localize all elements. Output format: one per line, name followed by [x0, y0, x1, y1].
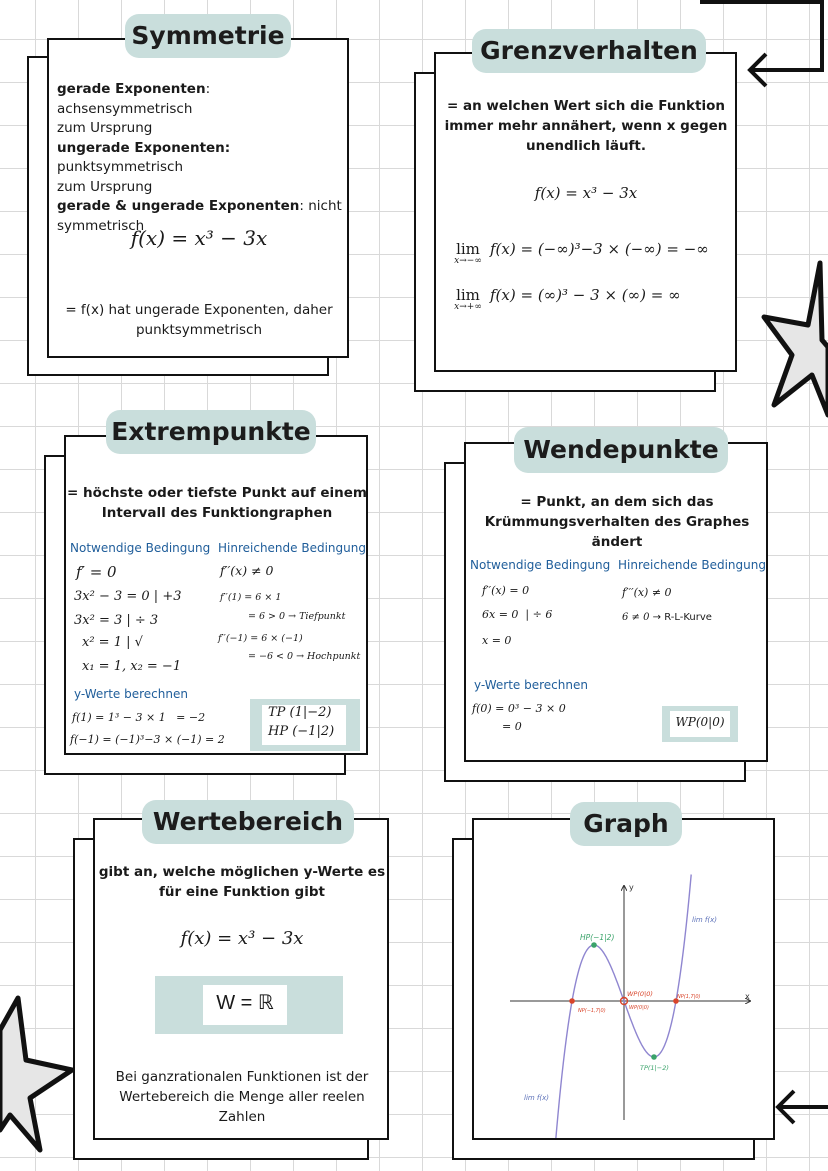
grenz-desc-3: unendlich läuft. — [525, 138, 647, 154]
extrem-h3: = 6 > 0 — [248, 611, 286, 622]
graph-np-left-label: NP(−1,7|0) — [578, 1008, 606, 1014]
grenz-lim2-expr: f(x) = (∞)³ − 3 × (∞) = ∞ — [490, 286, 681, 304]
sym-formula: f(x) = x³ − 3x — [130, 226, 268, 250]
extrem-h4: f′′(−1) = 6 × (−1) — [218, 633, 303, 644]
wende-y1: f(0) = 0³ − 3 × 0 — [472, 702, 566, 715]
grenz-lim1-expr: f(x) = (−∞)³−3 × (−∞) = −∞ — [490, 240, 709, 258]
graph-x-label: x — [745, 992, 750, 1001]
graph-card — [472, 818, 775, 1140]
wende-hinreichend: Hinreichende Bedingung — [618, 558, 766, 572]
grenz-card — [434, 52, 737, 372]
extrem-n5: x₁ = 1, x₂ = −1 — [82, 659, 182, 674]
extrem-tp: TP (1|−2) — [268, 705, 332, 720]
sym-line3-rest: punktsymmetrisch — [57, 159, 184, 175]
extrem-h5: = −6 < 0 — [248, 651, 294, 662]
wende-h1: f′′′(x) ≠ 0 — [622, 586, 672, 599]
werte-formula: f(x) = x³ − 3x — [180, 928, 304, 949]
extrem-desc-2: Intervall des Funktiongraphen — [101, 505, 333, 521]
star-icon-left — [0, 990, 80, 1160]
werte-text-3: Zahlen — [218, 1109, 266, 1125]
symmetrie-title: Symmetrie — [125, 14, 291, 58]
sym-line5-rest: : nicht — [299, 198, 342, 214]
graph-lim-left: lim f(x) — [524, 1094, 550, 1102]
extrem-n4: x² = 1 | √ — [82, 635, 143, 650]
extrem-hp: HP (−1|2) — [268, 724, 335, 739]
graph-point-hp — [591, 942, 597, 948]
grenz-title: Grenzverhalten — [472, 29, 706, 73]
extrem-h5-note: → Hochpunkt — [296, 651, 361, 662]
werte-card — [93, 818, 389, 1140]
extrem-ywerte: y-Werte berechnen — [74, 687, 188, 701]
graph-y-label: y — [629, 883, 634, 892]
sym-line5-bold: gerade & ungerade Exponenten — [57, 198, 300, 214]
wende-n1: f′′(x) = 0 — [482, 584, 530, 597]
graph-np-right-label: NP(1,7|0) — [677, 994, 701, 1000]
extrem-notwendig: Notwendige Bedingung — [70, 541, 211, 555]
graph-wp-label: WP(0|0) — [627, 990, 653, 998]
grenz-lim2-word: lim — [456, 286, 480, 304]
graph-curve — [555, 875, 691, 1139]
wende-title: Wendepunkte — [514, 427, 728, 473]
sym-line2: zum Ursprung — [57, 120, 153, 136]
sym-line4: zum Ursprung — [57, 178, 153, 195]
extrem-y2: f(−1) = (−1)³−3 × (−1) = 2 — [70, 733, 225, 746]
wende-notwendig: Notwendige Bedingung — [470, 558, 611, 572]
wende-h2: 6 ≠ 0 — [622, 612, 650, 623]
extrem-desc-1: = höchste oder tiefste Punkt auf einem — [67, 485, 367, 501]
graph-point-np-left — [569, 998, 575, 1004]
werte-title: Wertebereich — [142, 800, 354, 844]
wende-desc-2: Krümmungsverhalten des Graphes ändert — [484, 514, 750, 550]
werte-text-2: Wertebereich die Menge aller reelen — [119, 1089, 365, 1105]
arrow-decoration-bottom — [770, 1085, 828, 1130]
extrem-title: Extrempunkte — [106, 410, 316, 454]
werte-desc-1: gibt an, welche möglichen y-Werte es — [98, 864, 386, 880]
extrem-hinreichend: Hinreichende Bedingung — [218, 541, 366, 555]
sym-line1-bold: gerade Exponenten — [57, 81, 206, 97]
sym-conclusion-2: punktsymmetrisch — [135, 322, 263, 338]
wende-n3: x = 0 — [482, 634, 512, 647]
wende-desc-1: = Punkt, an dem sich das — [520, 494, 714, 510]
extrem-h3-note: → Tiefpunkt — [288, 611, 346, 622]
extrem-n2: 3x² − 3 = 0 | +3 — [74, 589, 182, 604]
extrem-h1: f′′(x) ≠ 0 — [220, 563, 274, 578]
extrem-n3: 3x² = 3 | ÷ 3 — [74, 613, 159, 628]
wende-h2-note: → R-L-Kurve — [652, 612, 712, 623]
wende-ywerte: y-Werte berechnen — [474, 678, 588, 692]
wende-n2: 6x = 0 | ÷ 6 — [482, 608, 553, 621]
extrem-y1: f(1) = 1³ − 3 × 1 = −2 — [72, 711, 206, 724]
grenz-desc-1: = an welchen Wert sich die Funktion — [447, 98, 725, 114]
grenz-lim2-sub: x→+∞ — [454, 302, 482, 312]
werte-result: W = ℝ — [216, 992, 274, 1014]
wende-wp: WP(0|0) — [675, 715, 725, 729]
sym-conclusion-1: = f(x) hat ungerade Exponenten, daher — [65, 302, 333, 318]
graph-lim-right: lim f(x) — [692, 916, 718, 924]
star-icon-right — [760, 255, 828, 420]
wende-card — [464, 442, 768, 762]
werte-text-1: Bei ganzrationalen Funktionen ist der — [115, 1069, 369, 1085]
graph-wp-small: WP(0|0) — [629, 1005, 649, 1011]
sym-line3-bold: ungerade Exponenten: — [57, 139, 231, 156]
wende-y2: = 0 — [502, 720, 522, 733]
werte-desc-2: für eine Funktion gibt — [159, 884, 325, 900]
extrem-n1: f′ = 0 — [76, 563, 117, 581]
graph-point-tp — [651, 1054, 657, 1060]
graph-plot — [474, 820, 773, 1138]
sym-line1-rest: : achsensymmetrisch — [57, 81, 211, 117]
grenz-lim1-sub: x→−∞ — [454, 256, 482, 266]
sym-line6: symmetrisch — [57, 217, 145, 234]
extrem-card — [64, 435, 368, 755]
grenz-lim1-word: lim — [456, 240, 480, 258]
extrem-h2: f′′(1) = 6 × 1 — [220, 592, 282, 603]
graph-title: Graph — [570, 802, 682, 846]
graph-tp-label: TP(1|−2) — [640, 1064, 669, 1072]
grenz-desc-2: immer mehr annähert, wenn x gegen — [444, 118, 728, 134]
symmetrie-card — [47, 38, 349, 358]
graph-hp-label: HP(−1|2) — [580, 933, 615, 942]
grenz-formula: f(x) = x³ − 3x — [534, 184, 638, 202]
